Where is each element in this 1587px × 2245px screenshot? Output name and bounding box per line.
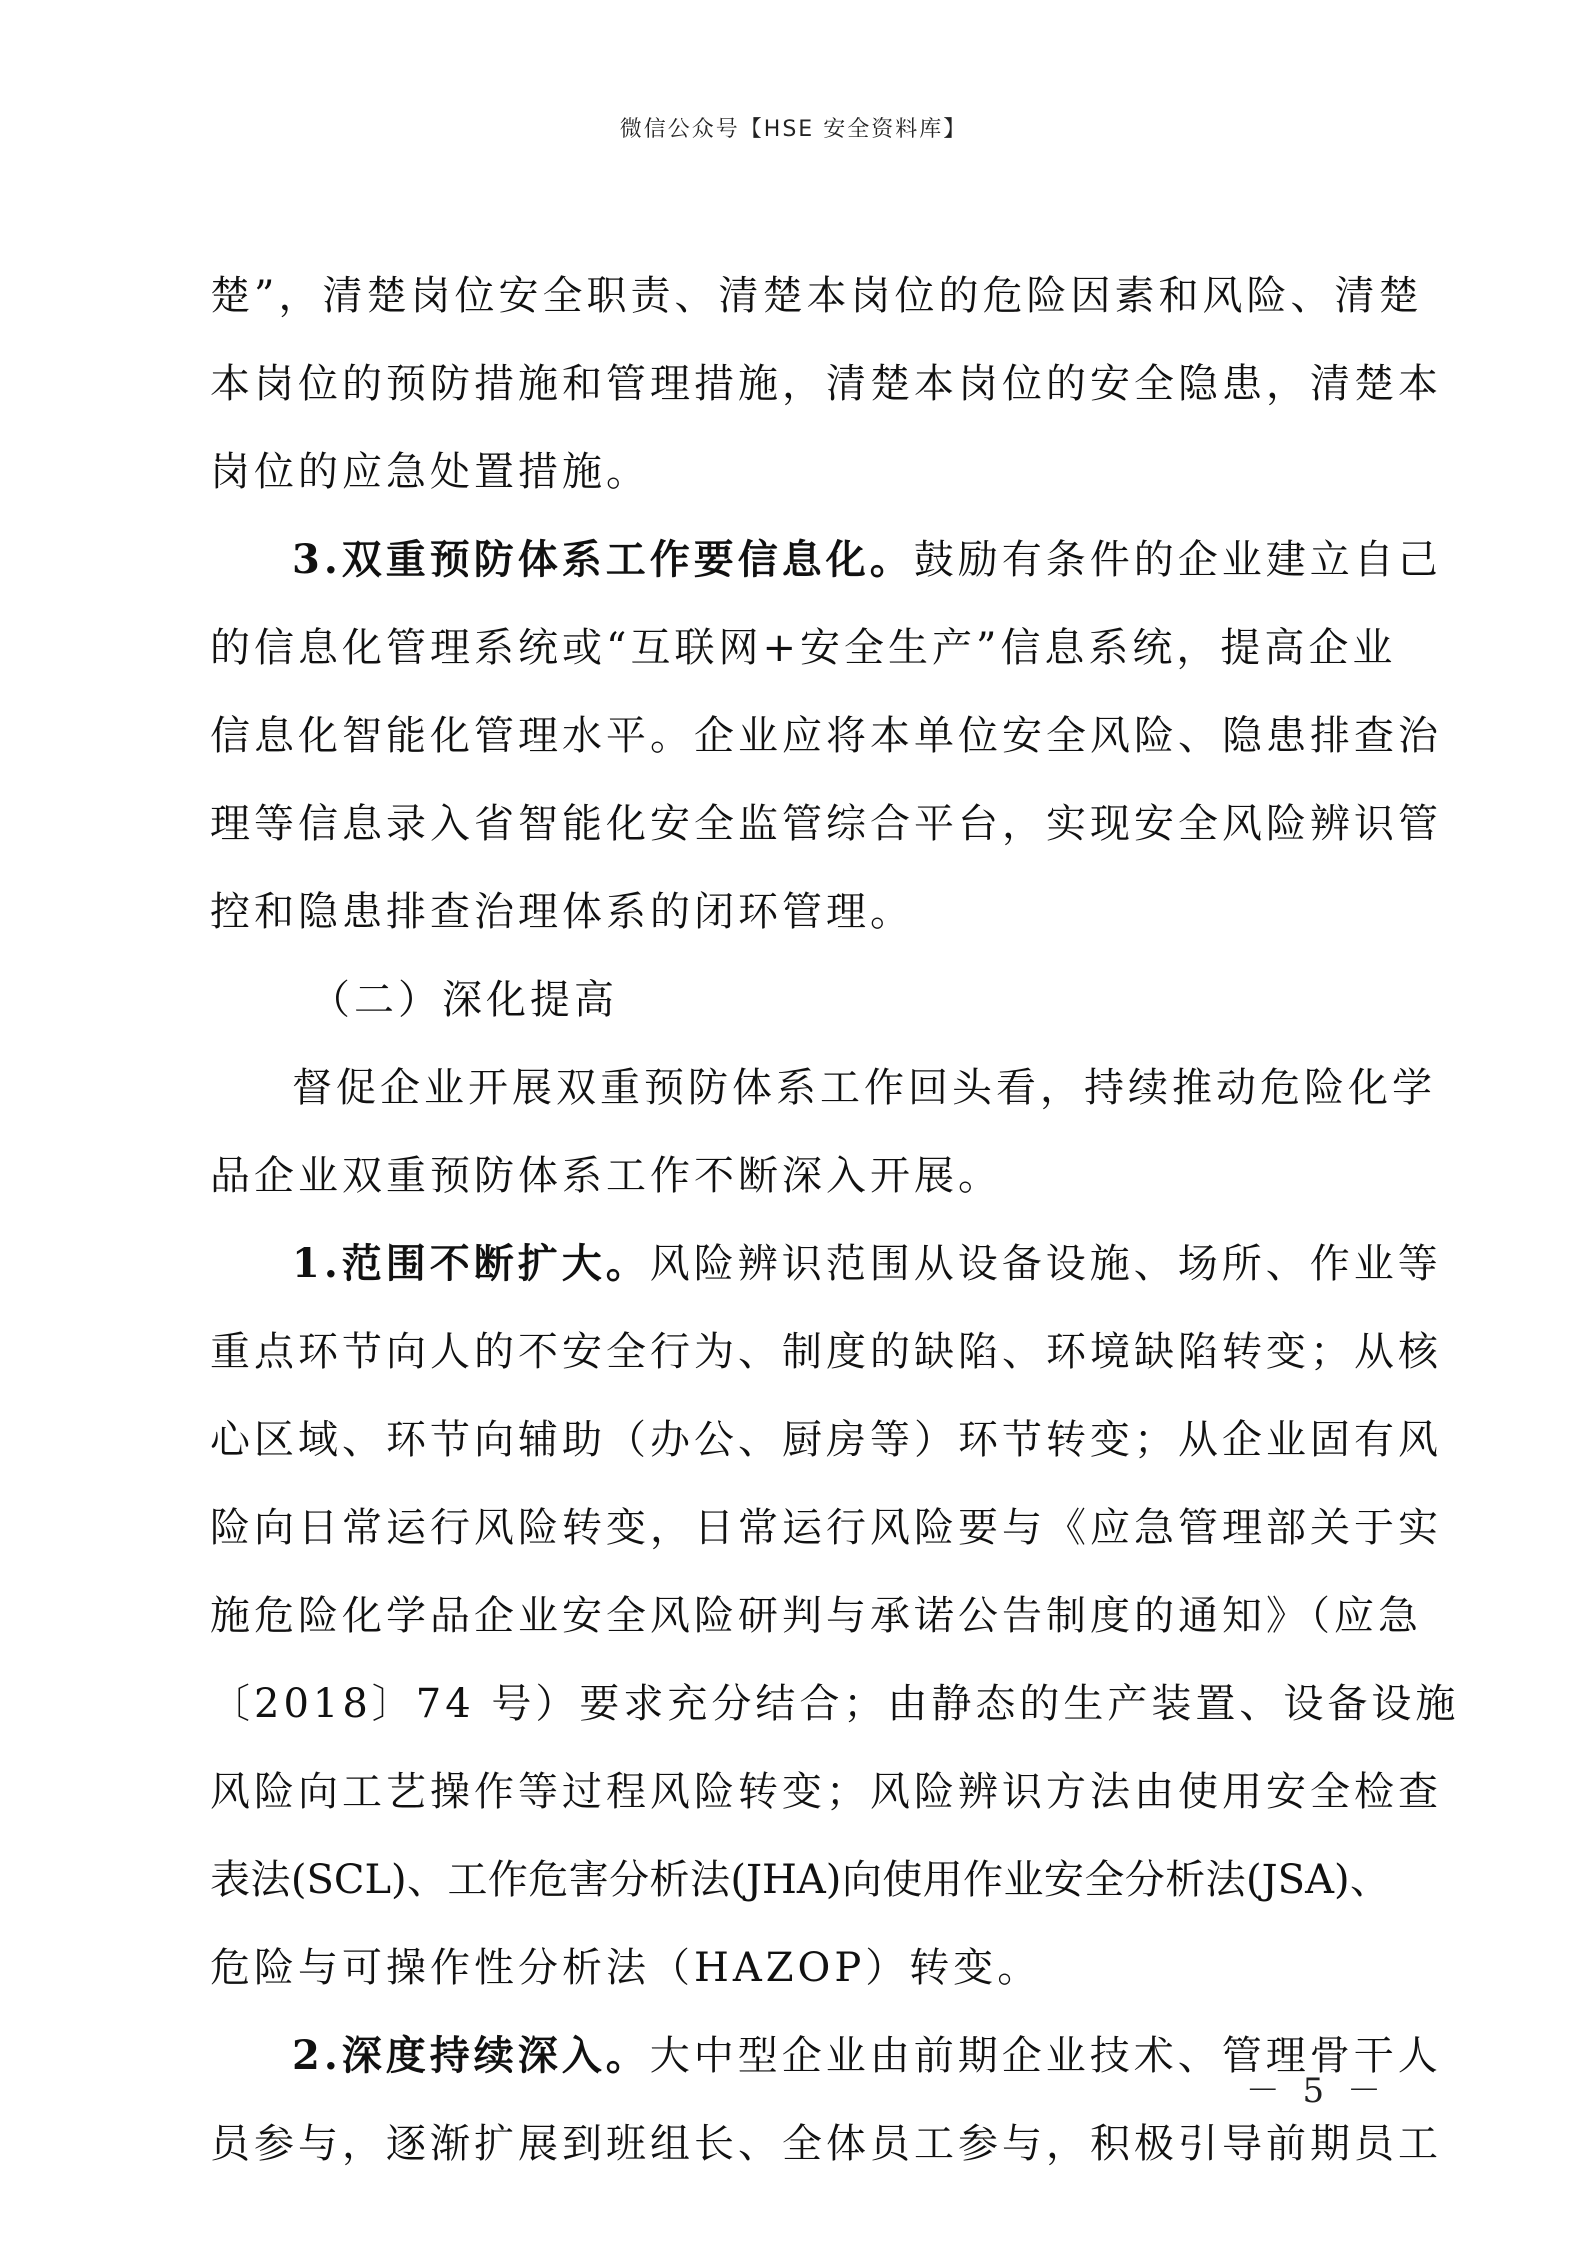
paragraph-line: 控和隐患排查治理体系的闭环管理。 bbox=[210, 889, 914, 935]
paragraph-text: 大中型企业由前期企业技术、管理骨干人 bbox=[649, 2033, 1442, 2079]
paragraph-line: 岗位的应急处置措施。 bbox=[210, 449, 650, 495]
paragraph-line: 施危险化学品企业安全风险研判与承诺公告制度的通知》（应急 bbox=[210, 1593, 1422, 1639]
watermark-header: 微信公众号【HSE 安全资料库】 bbox=[619, 117, 968, 142]
paragraph-line: 表法(SCL)、工作危害分析法(JHA)向使用作业安全分析法(JSA)、 bbox=[210, 1857, 1390, 1903]
subheading-depth: 2.深度持续深入。 bbox=[292, 2032, 650, 2079]
document-body bbox=[210, 273, 1460, 2212]
paragraph-line: 品企业双重预防体系工作不断深入开展。 bbox=[210, 1153, 1002, 1199]
paragraph-text: 鼓励有条件的企业建立自己 bbox=[913, 537, 1442, 583]
paragraph-line: 本岗位的预防措施和管理措施，清楚本岗位的安全隐患，清楚本 bbox=[210, 361, 1442, 407]
section-heading: （二）深化提高 bbox=[310, 977, 618, 1023]
paragraph-line: 楚”，清楚岗位安全职责、清楚本岗位的危险因素和风险、清楚 bbox=[210, 273, 1423, 319]
paragraph-line bbox=[210, 536, 1442, 583]
paragraph-text: 风险辨识范围从设备设施、场所、作业等 bbox=[649, 1241, 1442, 1287]
subheading-scope: 1.范围不断扩大。 bbox=[292, 1240, 650, 1287]
paragraph-line: 重点环节向人的不安全行为、制度的缺陷、环境缺陷转变；从核 bbox=[210, 1329, 1442, 1375]
paragraph-line bbox=[210, 2032, 1442, 2079]
paragraph-line: 风险向工艺操作等过程风险转变；风险辨识方法由使用安全检查 bbox=[210, 1769, 1442, 1815]
page-number: － 5 － bbox=[1245, 2071, 1387, 2111]
paragraph-line: 员参与，逐渐扩展到班组长、全体员工参与，积极引导前期员工 bbox=[210, 2121, 1442, 2167]
paragraph-line: 信息化智能化管理水平。企业应将本单位安全风险、隐患排查治 bbox=[210, 713, 1442, 759]
paragraph-line: 的信息化管理系统或“互联网+安全生产”信息系统，提高企业 bbox=[210, 625, 1397, 671]
paragraph-line: 险向日常运行风险转变，日常运行风险要与《应急管理部关于实 bbox=[210, 1505, 1442, 1551]
subheading-info: 3.双重预防体系工作要信息化。 bbox=[292, 536, 914, 583]
paragraph-line: 心区域、环节向辅助（办公、厨房等）环节转变；从企业固有风 bbox=[210, 1417, 1442, 1463]
paragraph-line: 〔2018〕74 号）要求充分结合；由静态的生产装置、设备设施 bbox=[210, 1681, 1460, 1727]
paragraph-line: 督促企业开展双重预防体系工作回头看，持续推动危险化学 bbox=[292, 1065, 1436, 1111]
paragraph-line: 危险与可操作性分析法（HAZOP）转变。 bbox=[210, 1945, 1042, 1991]
paragraph-line: 理等信息录入省智能化安全监管综合平台，实现安全风险辨识管 bbox=[210, 801, 1442, 847]
paragraph-line bbox=[210, 1240, 1442, 1287]
